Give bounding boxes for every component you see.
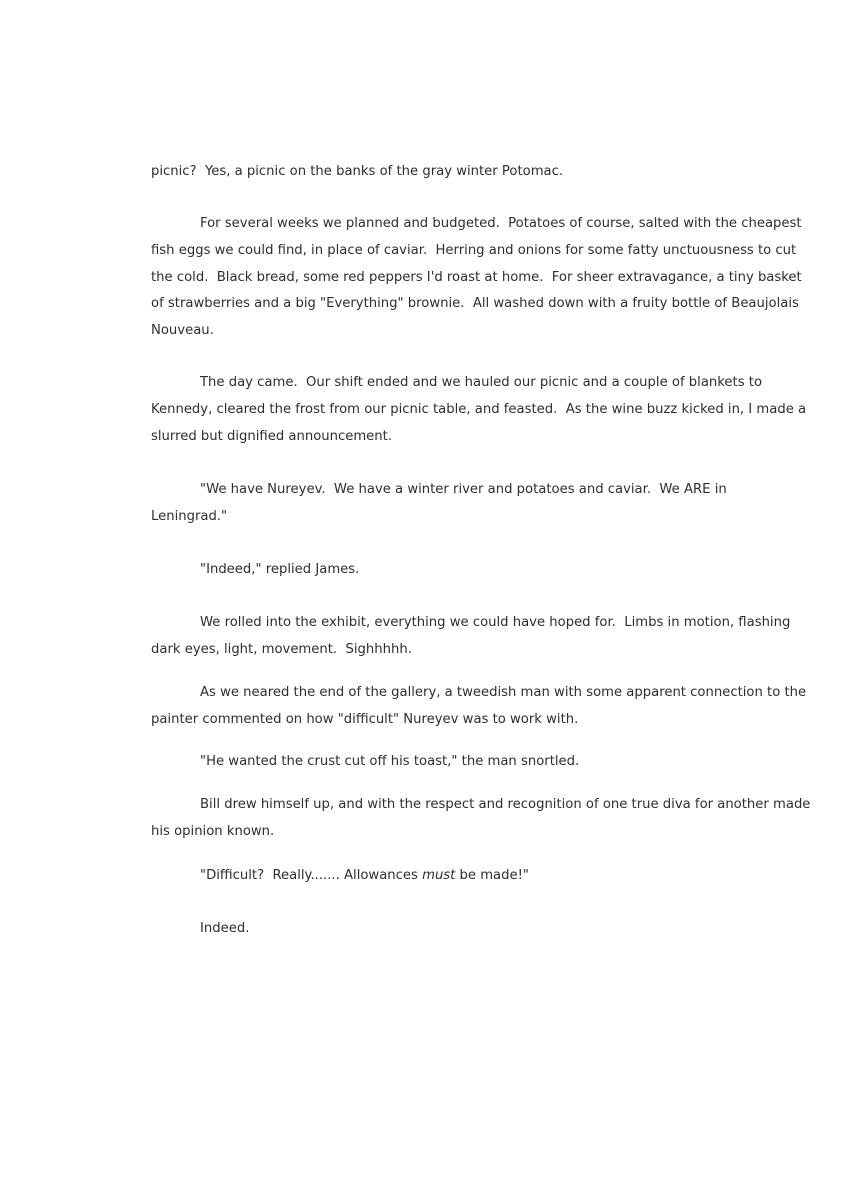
paragraph-bill — [151, 792, 811, 846]
text-line: of strawberries and a big "Everything" brownie. All washed down with a fruity bottle of Beaujolais — [151, 296, 799, 312]
text-line: "Indeed," replied James. — [200, 562, 360, 577]
text-line: The day came. Our shift ended and we hauled our picnic and a couple of blankets to — [200, 375, 763, 390]
text-line — [151, 863, 755, 890]
quote-emphasis: must — [422, 868, 456, 883]
paragraph-nureyev-quote — [151, 477, 755, 531]
text-line: Nouveau. — [151, 323, 214, 338]
text-line: Leningrad." — [151, 508, 228, 524]
text-line: painter commented on how "difficult" Nureyev was to work with. — [151, 711, 579, 727]
paragraph-gallery-end — [151, 680, 807, 734]
text-line: "We have Nureyev. We have a winter river and potatoes and caviar. We ARE in — [200, 482, 727, 497]
quote-text-after: be made!" — [455, 868, 529, 883]
text-line: picnic? Yes, a picnic on the banks of the gray winter Potomac. — [151, 164, 564, 179]
text-line: Kennedy, cleared the frost from our picnic table, and feasted. As the wine buzz kicked in, I made a — [151, 401, 807, 417]
paragraph-james-reply — [151, 557, 755, 584]
paragraph-exhibit — [151, 610, 791, 664]
text-line: As we neared the end of the gallery, a tweedish man with some apparent connection to the — [200, 685, 807, 700]
paragraph-picnic-intro — [151, 159, 755, 186]
quote-text-before: "Difficult? Really....... Allowances — [200, 868, 423, 883]
text-line: his opinion known. — [151, 823, 275, 839]
text-line: the cold. Black bread, some red peppers I'd roast at home. For sheer extravagance, a tiny basket — [151, 269, 802, 285]
text-line: dark eyes, light, movement. Sighhhhh. — [151, 641, 412, 657]
text-line: Bill drew himself up, and with the respect and recognition of one true diva for another made — [200, 797, 811, 812]
text-line: "He wanted the crust cut off his toast," the man snortled. — [200, 754, 580, 769]
text-line: Indeed. — [200, 921, 250, 936]
paragraph-indeed — [151, 916, 755, 943]
paragraph-day-came — [151, 370, 807, 450]
paragraph-toast-quote — [151, 749, 755, 776]
paragraph-planning — [151, 211, 802, 345]
paragraph-difficult-quote — [151, 863, 755, 890]
text-line: For several weeks we planned and budgeted. Potatoes of course, salted with the cheapest — [200, 216, 802, 231]
text-line: We rolled into the exhibit, everything we could have hoped for. Limbs in motion, flashing — [200, 615, 791, 630]
text-line: fish eggs we could find, in place of caviar. Herring and onions for some fatty unctuousness to cut — [151, 242, 797, 258]
text-line: slurred but dignified announcement. — [151, 428, 393, 444]
